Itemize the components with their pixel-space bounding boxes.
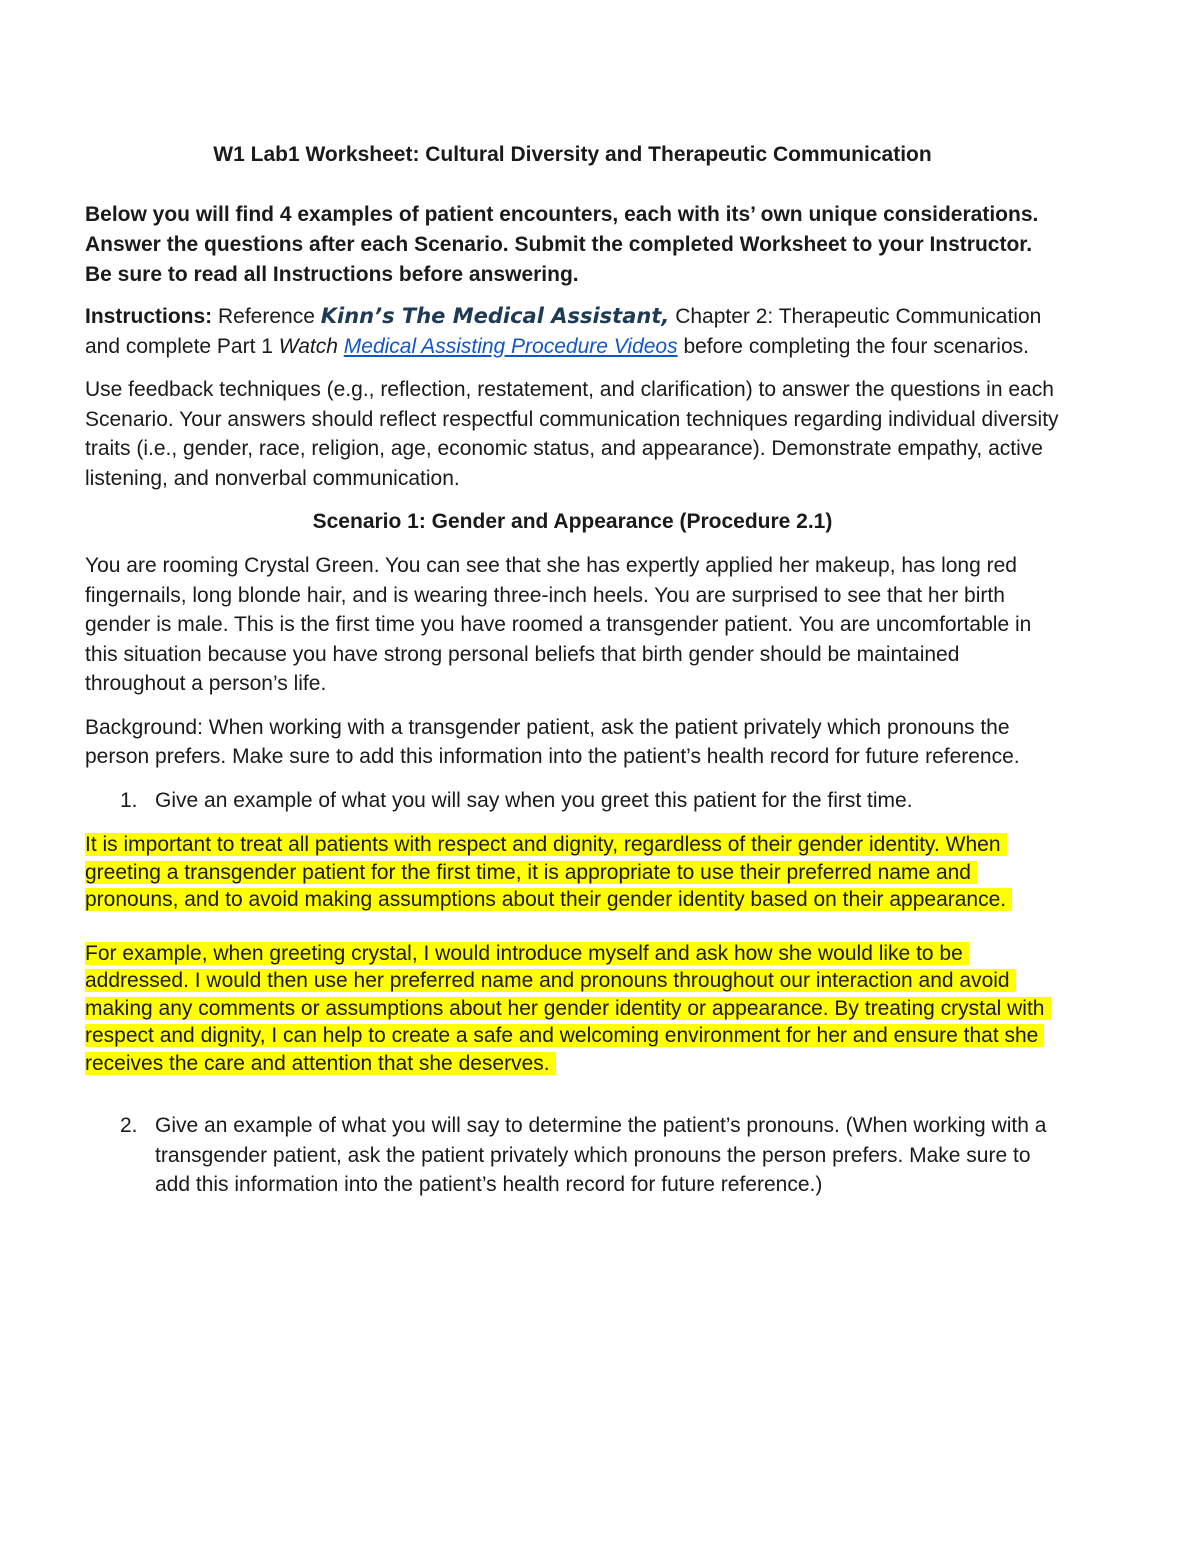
question-2 [85,1111,1060,1200]
instructions-paragraph [85,302,1060,361]
instructions-label: Instructions: [85,305,213,328]
highlighted-answer-2: For example, when greeting crystal, I would introduce myself and ask how she would like to be addressed. I would then use her preferred name and pronouns throughout our interaction and avoid making any comments or assumptions about her gender identity or appearance. By treating crystal with respect and dignity, I can help to create a safe and welcoming environment for her and ensure that she receives the care and attention that she deserves. [85,942,1051,1075]
watch-text: Watch [278,334,338,358]
scenario-1-heading: Scenario 1: Gender and Appearance (Procedure 2.1) [312,510,833,533]
answer-paragraph-1 [85,831,1060,914]
intro-paragraph: Below you will find 4 examples of patient encounters, each with its’ own unique considerations. Answer the questions after each Scenario. Submit the completed Worksheet to your Instructor. Be sure to read all Instructions before answering. [85,203,1039,286]
scenario-1-description: You are rooming Crystal Green. You can see that she has expertly applied her makeup, has long red fingernails, long blonde hair, and is wearing three-inch heels. You are surprised to see that her birth gender is male. This is the first time you have roomed a transgender patient. You are uncomfortable in this situation because you have strong personal beliefs that birth gender should be maintained throughout a person’s life. [85,554,1032,695]
page-title: W1 Lab1 Worksheet: Cultural Diversity and Therapeutic Communication [213,143,932,166]
highlighted-answer-1: It is important to treat all patients with respect and dignity, regardless of their gender identity. When greeting a transgender patient for the first time, it is appropriate to use their preferred name and pronouns, and to avoid making assumptions about their gender identity based on their appearance. [85,833,1012,911]
feedback-paragraph: Use feedback techniques (e.g., reflection, restatement, and clarification) to answer the questions in each Scenario. Your answers should reflect respectful communication techniques regarding individual diversity traits (i.e., gender, race, religion, age, economic status, and appearance). Demonstrate empathy, active listening, and nonverbal communication. [85,378,1059,490]
instructions-text-3: before completing the four scenarios. [677,334,1029,358]
worksheet-page [85,140,1060,1216]
question-1 [85,786,1060,816]
scenario-1-background: Background: When working with a transgender patient, ask the patient privately which pronouns the person prefers. Make sure to add this information into the patient’s health record for future reference. [85,715,1020,768]
question-1-text: Give an example of what you will say when you greet this patient for the first time. [155,788,913,812]
book-title: Kinn’s The Medical Assistant, [320,304,670,328]
answer-paragraph-2 [85,940,1060,1078]
question-2-text: Give an example of what you will say to determine the patient’s pronouns. (When working with a transgender patient, ask the patient privately which pronouns the person prefers. Make sure to add this information into the patient’s health record for future reference.) [155,1114,1047,1196]
question-2-number: 2. [120,1114,138,1137]
instructions-text-2: Chapter 2: Therapeutic Communication and complete Part 1 [85,305,1042,358]
question-1-number: 1. [120,788,138,812]
instructions-text-1: Reference [212,305,321,328]
procedure-videos-link[interactable]: Medical Assisting Procedure Videos [343,334,678,358]
